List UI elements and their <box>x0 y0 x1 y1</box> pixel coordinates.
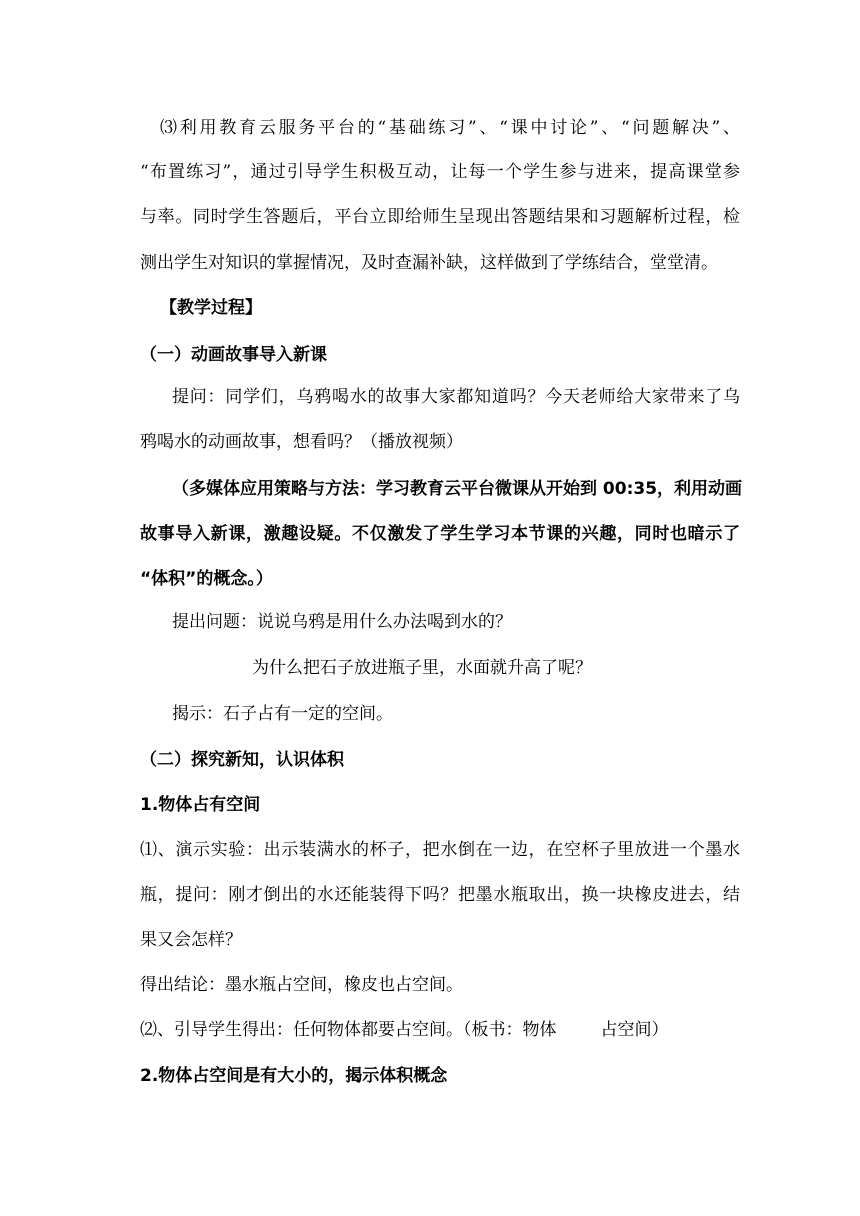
paragraph-3-line-3: 与率。同时学生答题后，平台立即给师生呈现出答题结果和习题解析过程，检 <box>140 207 740 227</box>
demo-line-2: 瓶，提问：刚才倒出的水还能装得下吗？把墨水瓶取出，换一块橡皮进去，结 <box>140 885 740 905</box>
strategy-line-2: 故事导入新课，激趣设疑。不仅激发了学生学习本节课的兴趣，同时也暗示了 <box>140 524 740 544</box>
reveal-text: 揭示：石子占有一定的空间。 <box>172 704 393 724</box>
paragraph-3-line-1: ⑶利用教育云服务平台的“基础练习”、“课中讨论”、“问题解决”、 <box>160 118 740 138</box>
question-line-1: 提问：同学们，乌鸦喝水的故事大家都知道吗？今天老师给大家带来了乌 <box>172 387 740 407</box>
paragraph-3-line-4: 测出学生对知识的掌握情况，及时查漏补缺，这样做到了学练结合，堂堂清。 <box>140 253 718 273</box>
follow-question: 为什么把石子放进瓶子里，水面就升高了呢？ <box>252 658 592 678</box>
strategy-line-3: “体积”的概念。） <box>140 569 273 589</box>
guide-text-part-2: 占空间） <box>600 1020 669 1040</box>
sub-1-heading: 1.物体占有空间 <box>140 795 261 815</box>
question-line-2: 鸦喝水的动画故事，想看吗？（播放视频） <box>140 432 463 452</box>
section-1-heading: （一）动画故事导入新课 <box>140 345 327 365</box>
guide-text-part-1: ⑵、引导学生得出：任何物体都要占空间。（板书：物体 <box>140 1020 557 1040</box>
demo-line-3: 果又会怎样？ <box>140 930 242 950</box>
guide-line <box>140 1018 740 1042</box>
sub-2-heading: 2.物体占空间是有大小的，揭示体积概念 <box>140 1066 448 1086</box>
demo-line-1: ⑴、演示实验：出示装满水的杯子，把水倒在一边，在空杯子里放进一个墨水 <box>140 840 740 860</box>
strategy-line-1: （多媒体应用策略与方法：学习教育云平台微课从开始到 00:35，利用动画 <box>172 479 743 499</box>
conclusion-text: 得出结论：墨水瓶占空间，橡皮也占空间。 <box>140 975 463 995</box>
paragraph-3-line-2: “布置练习”，通过引导学生积极互动，让每一个学生参与进来，提高课堂参 <box>140 162 740 182</box>
section-2-heading: （二）探究新知，认识体积 <box>140 750 344 770</box>
teaching-process-heading: 【教学过程】 <box>160 298 262 318</box>
raise-question: 提出问题：说说乌鸦是用什么办法喝到水的？ <box>172 612 512 632</box>
